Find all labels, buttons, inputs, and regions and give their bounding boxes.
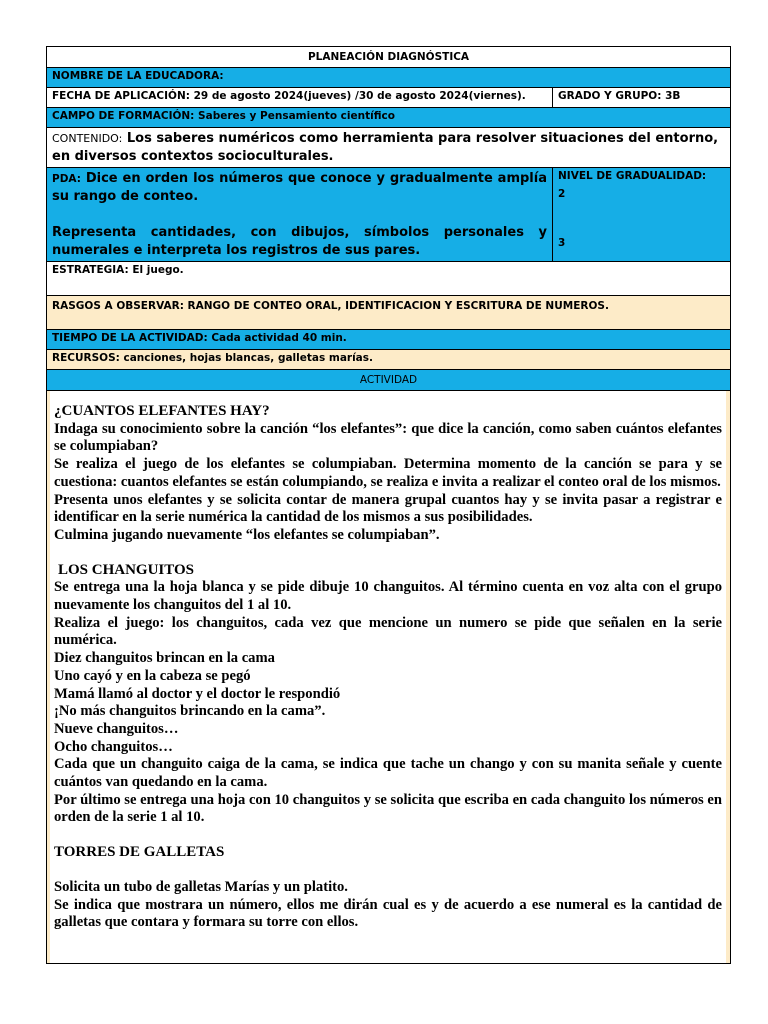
nivel-1: 2 (558, 188, 566, 200)
educadora-row: NOMBRE DE LA EDUCADORA: (47, 68, 730, 88)
song-line: Ocho changuitos… (54, 738, 173, 755)
recursos-row: RECURSOS: canciones, hojas blancas, galletas marías. (47, 350, 730, 370)
song-line: ¡No más changuitos brincando en la cama”. (54, 703, 326, 720)
document-title: PLANEACIÓN DIAGNÓSTICA (47, 47, 730, 68)
rasgos-row: RASGOS A OBSERVAR: RANGO DE CONTEO ORAL, IDENTIFICACION Y ESCRITURA DE NUMEROS. (47, 296, 730, 330)
nivel-label: NIVEL DE GRADUALIDAD: (558, 170, 707, 182)
contenido-label: CONTENIDO: (52, 132, 123, 145)
nivel-2: 3 (558, 237, 566, 249)
pda-1: Dice en orden los números que conoce y gradualmente amplía su rango de conteo. (52, 171, 547, 204)
paragraph: Presenta unos elefantes y se solicita contar de manera grupal cuantos hay y se invita pasar a registrar e identificar en la serie numérica la cantidad de los mismos a sus posibilidades. (54, 491, 722, 526)
planeacion-table (46, 46, 731, 964)
pda-row (47, 168, 730, 262)
paragraph: Indaga su conocimiento sobre la canción “los elefantes”: que dice la canción, como saben cuántos elefantes se columpiaban? (54, 420, 722, 455)
contenido-row (47, 128, 730, 168)
paragraph: Cada que un changuito caiga de la cama, se indica que tache un chango y con su manita señale y cuente cuántos van quedando en la cama. (54, 756, 722, 791)
estrategia-row: ESTRATEGIA: El juego. (47, 262, 730, 296)
paragraph: Por último se entrega una hoja con 10 changuitos y se solicita que escriba en cada changuito los números en orden de la serie 1 al 10. (54, 791, 722, 826)
pda-2: Representa cantidades, con dibujos, símbolos personales y numerales e interpreta los registros de sus pares. (52, 225, 547, 258)
song-line: Nueve changuitos… (54, 720, 179, 737)
campo-row: CAMPO DE FORMACIÓN: Saberes y Pensamiento científico (47, 108, 730, 128)
heading-changuitos: LOS CHANGUITOS (58, 561, 195, 578)
heading-torres: TORRES DE GALLETAS (54, 844, 225, 861)
paragraph: Culmina jugando nuevamente “los elefantes se columpiaban”. (54, 526, 440, 543)
song-line: Uno cayó y en la cabeza se pegó (54, 667, 251, 684)
tiempo-row: TIEMPO DE LA ACTIVIDAD: Cada actividad 40 min. (47, 330, 730, 350)
nivel-cell (553, 168, 730, 261)
activity-body (47, 391, 730, 963)
contenido-text: Los saberes numéricos como herramienta para resolver situaciones del entorno, en diversos contextos socioculturales. (52, 131, 719, 164)
paragraph: Se indica que mostrara un número, ellos me dirán cual es y de acuerdo a ese numeral es la cantidad de galletas que contara y formara su torre con ellos. (54, 896, 722, 931)
song-line: Diez changuitos brincan en la cama (54, 650, 275, 667)
fecha-row (47, 88, 730, 108)
pda-label: PDA: (52, 173, 81, 185)
grado-cell: GRADO Y GRUPO: 3B (558, 90, 681, 102)
paragraph: Solicita un tubo de galletas Marías y un platito. (54, 878, 348, 895)
heading-elefantes: ¿CUANTOS ELEFANTES HAY? (54, 403, 270, 419)
paragraph: Realiza el juego: los changuitos, cada vez que mencione un numero se pide que señalen en la serie numérica. (54, 614, 722, 649)
fecha-cell: FECHA DE APLICACIÓN: 29 de agosto 2024(jueves) /30 de agosto 2024(viernes). (47, 88, 553, 107)
actividad-header: ACTIVIDAD (47, 370, 730, 391)
paragraph: Se realiza el juego de los elefantes se columpiaban. Determina momento de la canción se para y se cuestiona: cuantos elefantes se están columpiando, se realiza e invita a realizar el conteo oral de los mismos. (54, 456, 722, 490)
pda-cell (47, 168, 553, 261)
paragraph: Se entrega una la hoja blanca y se pide dibuje 10 changuitos. Al término cuenta en voz alta con el grupo nuevamente los changuitos del 1 al 10. (54, 579, 722, 614)
song-line: Mamá llamó al doctor y el doctor le respondió (54, 685, 341, 702)
